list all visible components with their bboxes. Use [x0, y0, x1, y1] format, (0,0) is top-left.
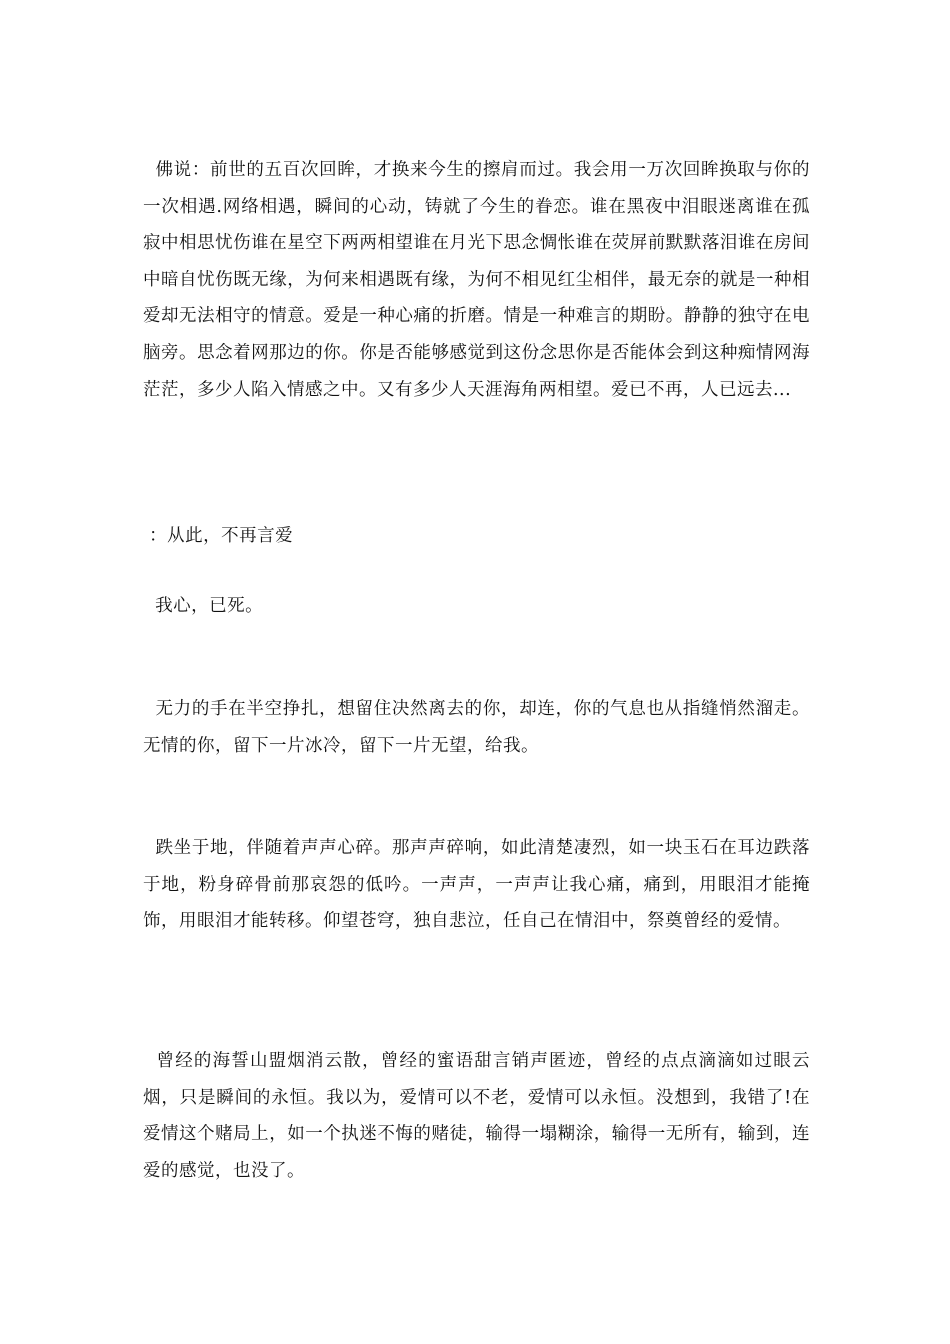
paragraph-buddha-saying: 佛说：前世的五百次回眸，才换来今生的擦肩而过。我会用一万次回眸换取与你的一次相遇.网络相遇，瞬间的心动，铸就了今生的眷恋。谁在黑夜中泪眼迷离谁在孤寂中相思忧伤谁在星空下两两相望谁在月光下思念惆怅谁在荧屏前默默落泪谁在房间中暗自忧伤既无缘，为何来相遇既有缘，为何不相见红尘相伴，最无奈的就是一种相爱却无法相守的情意。爱是一种心痛的折磨。情是一种难言的期盼。静静的独守在电脑旁。思念着网那边的你。你是否能够感觉到这份念思你是否能体会到这种痴情网海茫茫，多少人陷入情感之中。又有多少人天涯海角两相望。爱已不再，人已远去... [143, 160, 810, 400]
paragraph-sitting-ground: 跌坐于地，伴随着声声心碎。那声声碎响，如此清楚凄烈，如一块玉石在耳边跌落于地，粉身碎骨前那哀怨的低吟。一声声，一声声让我心痛，痛到，用眼泪才能掩饰，用眼泪才能转移。仰望苍穹，独自悲泣，任自己在情泪中，祭奠曾经的爱情。 [143, 838, 810, 932]
paragraph-past-vows: 曾经的海誓山盟烟消云散，曾经的蜜语甜言销声匿迹，曾经的点点滴滴如过眼云烟，只是瞬间的永恒。我以为，爱情可以不老，爱情可以永恒。没想到，我错了!在爱情这个赌局上，如一个执迷不悔的赌徒，输得一塌糊涂，输得一无所有，输到，连爱的感觉，也没了。 [143, 1051, 810, 1181]
paragraph-no-more-love: ：从此，不再言爱 [143, 526, 294, 546]
paragraph-powerless-hand: 无力的手在半空挣扎，想留住决然离去的你，却连，你的气息也从指缝悄然溜走。无情的你，留下一片冰冷，留下一片无望，给我。 [143, 699, 810, 756]
paragraph-heart-dead: 我心，已死。 [143, 596, 264, 616]
